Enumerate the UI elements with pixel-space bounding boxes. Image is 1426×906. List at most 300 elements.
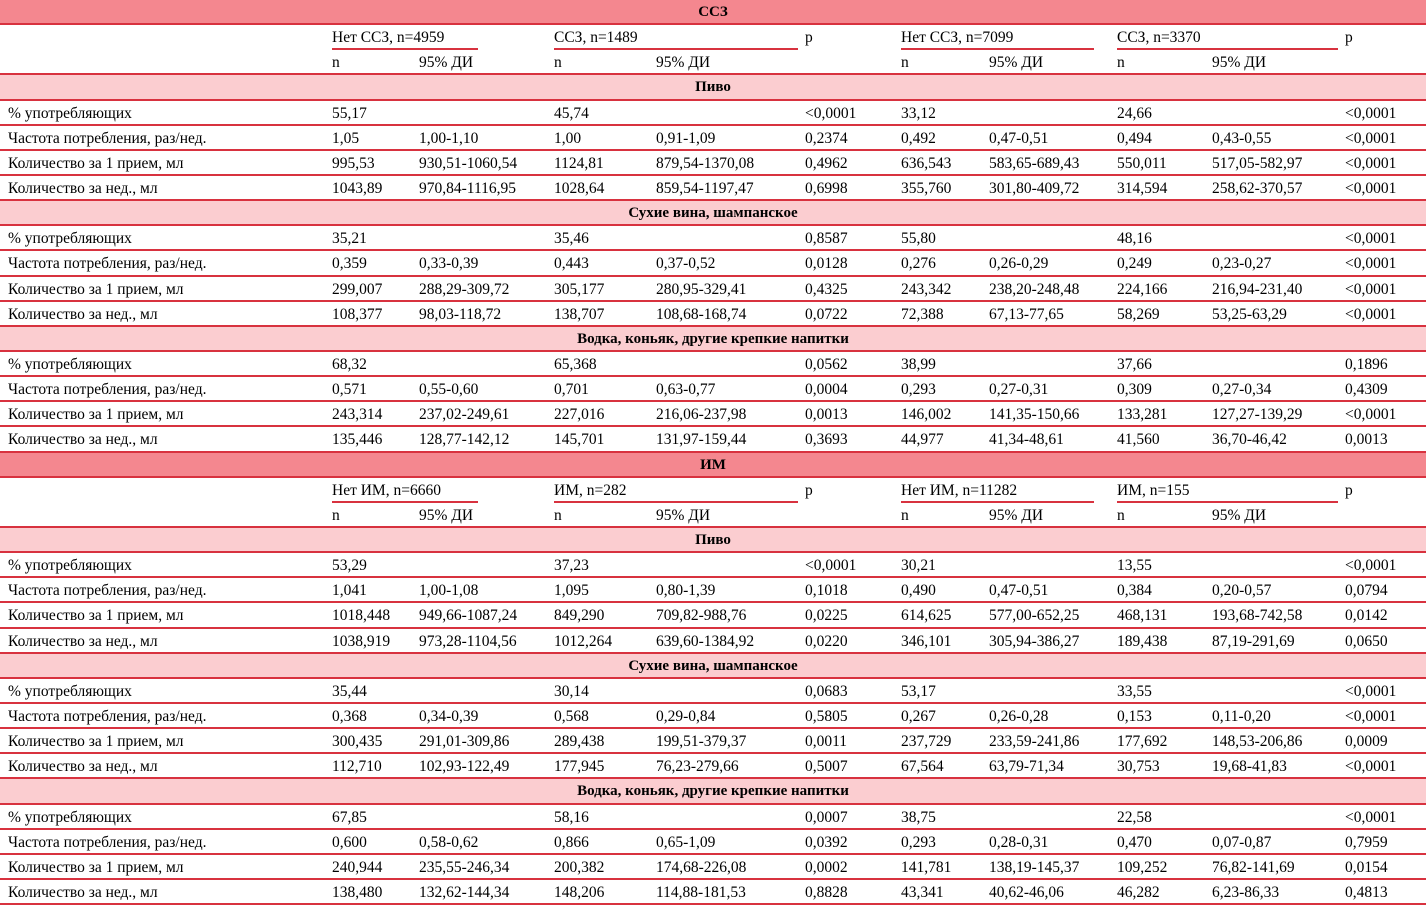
row-value: 0,494 (1117, 129, 1152, 147)
p-label: p (805, 481, 813, 499)
row-value: 102,93-122,49 (419, 758, 510, 776)
row-value: 53,17 (901, 682, 936, 700)
p-label: p (805, 29, 813, 47)
group-label: ИМ, n=282 (554, 481, 627, 499)
table-row (0, 578, 1426, 603)
row-value: 68,32 (332, 355, 367, 373)
row-value: 35,44 (332, 682, 367, 700)
n-label: n (1117, 506, 1125, 524)
row-value: 300,435 (332, 733, 383, 751)
row-value: 305,177 (554, 280, 605, 298)
row-value: <0,0001 (1345, 280, 1397, 298)
row-value: 550,011 (1117, 154, 1167, 172)
row-value: 0,249 (1117, 255, 1152, 273)
row-value: 133,281 (1117, 406, 1168, 424)
row-label: Количество за 1 прием, мл (8, 607, 184, 625)
row-value: 109,252 (1117, 858, 1168, 876)
row-value: 280,95-329,41 (656, 280, 747, 298)
row-value: 0,153 (1117, 707, 1152, 725)
row-value: 0,4813 (1345, 883, 1388, 901)
row-value: 55,80 (901, 230, 936, 248)
row-value: 132,62-144,34 (419, 883, 510, 901)
row-value: 0,43-0,55 (1212, 129, 1272, 147)
subsection-header (0, 779, 1426, 804)
table-row (0, 427, 1426, 452)
row-label: Количество за нед., мл (8, 179, 158, 197)
group-label: Нет ССЗ, n=7099 (901, 29, 1014, 47)
n-label: n (332, 54, 340, 72)
row-value: 0,267 (901, 707, 936, 725)
row-value: 0,4962 (805, 154, 848, 172)
row-value: 0,568 (554, 707, 589, 725)
row-value: 53,25-63,29 (1212, 305, 1287, 323)
row-value: 0,293 (901, 833, 936, 851)
row-value: 135,446 (332, 431, 383, 449)
row-value: 216,94-231,40 (1212, 280, 1303, 298)
row-value: 72,388 (901, 305, 944, 323)
n-label: n (901, 506, 909, 524)
row-label: Количество за нед., мл (8, 632, 158, 650)
group-header-row (0, 478, 1426, 503)
row-value: 0,470 (1117, 833, 1152, 851)
row-value: 76,23-279,66 (656, 758, 739, 776)
table-row (0, 754, 1426, 779)
row-label: % употребляющих (8, 557, 132, 575)
row-value: 849,290 (554, 607, 605, 625)
row-value: 0,490 (901, 582, 936, 600)
group-label: ИМ, n=155 (1117, 481, 1190, 499)
row-value: 314,594 (1117, 179, 1168, 197)
row-value: 200,382 (554, 858, 605, 876)
row-label: Количество за 1 прием, мл (8, 733, 184, 751)
row-value: 148,53-206,86 (1212, 733, 1303, 751)
row-value: <0,0001 (805, 557, 857, 575)
row-value: 58,269 (1117, 305, 1160, 323)
row-value: 0,3693 (805, 431, 848, 449)
p-label: p (1345, 481, 1353, 499)
subsection-title: Сухие вина, шампанское (628, 657, 798, 674)
row-value: 0,384 (1117, 582, 1152, 600)
table-row (0, 729, 1426, 754)
group-label: Нет ССЗ, n=4959 (332, 29, 445, 47)
row-value: 24,66 (1117, 104, 1152, 122)
row-value: 0,47-0,51 (989, 582, 1049, 600)
row-label: % употребляющих (8, 104, 132, 122)
row-value: 108,377 (332, 305, 383, 323)
row-value: <0,0001 (1345, 129, 1397, 147)
row-value: 859,54-1197,47 (656, 179, 754, 197)
row-value: 0,28-0,31 (989, 833, 1049, 851)
row-label: Количество за 1 прием, мл (8, 280, 184, 298)
row-value: 30,21 (901, 557, 936, 575)
table-row (0, 377, 1426, 402)
row-value: 0,492 (901, 129, 936, 147)
row-value: 114,88-181,53 (656, 883, 746, 901)
row-value: 1028,64 (554, 179, 605, 197)
row-value: 55,17 (332, 104, 367, 122)
row-value: 138,480 (332, 883, 383, 901)
group-label: ССЗ, n=3370 (1117, 29, 1201, 47)
row-value: 1018,448 (332, 607, 391, 625)
row-label: % употребляющих (8, 355, 132, 373)
row-value: 37,66 (1117, 355, 1152, 373)
table-row (0, 830, 1426, 855)
table-row (0, 679, 1426, 704)
row-value: 949,66-1087,24 (419, 607, 518, 625)
row-value: 517,05-582,97 (1212, 154, 1303, 172)
row-value: 346,101 (901, 632, 952, 650)
row-value: 0,8828 (805, 883, 848, 901)
section-title: ССЗ (698, 4, 728, 20)
row-value: 30,753 (1117, 758, 1160, 776)
n-label: n (554, 506, 562, 524)
row-value: 45,74 (554, 104, 589, 122)
row-value: 87,19-291,69 (1212, 632, 1295, 650)
row-value: 614,625 (901, 607, 952, 625)
ci-label: 95% ДИ (419, 506, 474, 524)
row-value: 174,68-226,08 (656, 858, 747, 876)
row-value: 0,6998 (805, 179, 848, 197)
row-value: 0,33-0,39 (419, 255, 479, 273)
row-label: Количество за 1 прием, мл (8, 858, 184, 876)
row-value: 0,571 (332, 381, 367, 399)
table-row (0, 629, 1426, 654)
row-value: 0,0220 (805, 632, 848, 650)
row-label: % употребляющих (8, 808, 132, 826)
section-header (0, 0, 1426, 25)
row-value: 0,26-0,28 (989, 707, 1049, 725)
row-value: 288,29-309,72 (419, 280, 510, 298)
row-value: <0,0001 (1345, 758, 1397, 776)
row-value: 0,0013 (805, 406, 848, 424)
subsection-title: Сухие вина, шампанское (628, 205, 798, 222)
row-value: 216,06-237,98 (656, 406, 747, 424)
row-value: 973,28-1104,56 (419, 632, 517, 650)
row-value: 33,12 (901, 104, 936, 122)
row-value: 879,54-1370,08 (656, 154, 755, 172)
row-value: 141,781 (901, 858, 952, 876)
row-value: 0,29-0,84 (656, 707, 716, 725)
table-row (0, 603, 1426, 628)
row-value: 0,866 (554, 833, 589, 851)
row-value: 0,91-1,09 (656, 129, 716, 147)
row-value: 0,63-0,77 (656, 381, 716, 399)
ci-label: 95% ДИ (989, 54, 1044, 72)
row-value: 1124,81 (554, 154, 604, 172)
row-value: 0,0009 (1345, 733, 1388, 751)
row-value: 63,79-71,34 (989, 758, 1064, 776)
table-row (0, 302, 1426, 327)
row-value: 0,5805 (805, 707, 848, 725)
row-value: 258,62-370,57 (1212, 179, 1303, 197)
row-value: 0,0562 (805, 355, 848, 373)
row-value: 709,82-988,76 (656, 607, 747, 625)
row-label: Частота потребления, раз/нед. (8, 582, 207, 600)
row-value: 636,543 (901, 154, 952, 172)
row-value: 0,0002 (805, 858, 848, 876)
row-value: 240,944 (332, 858, 383, 876)
row-value: 65,368 (554, 355, 597, 373)
row-label: Частота потребления, раз/нед. (8, 833, 207, 851)
row-value: 67,13-77,65 (989, 305, 1064, 323)
n-label: n (332, 506, 340, 524)
row-value: 995,53 (332, 154, 375, 172)
subsection-title: Водка, коньяк, другие крепкие напитки (577, 783, 849, 800)
table-row (0, 855, 1426, 880)
row-value: 1,00 (554, 129, 582, 147)
row-value: 36,70-46,42 (1212, 431, 1287, 449)
section-title: ИМ (700, 456, 726, 473)
row-value: 43,341 (901, 883, 944, 901)
row-value: <0,0001 (1345, 682, 1397, 700)
row-value: 0,0007 (805, 808, 848, 826)
row-value: <0,0001 (1345, 808, 1397, 826)
row-value: 6,23-86,33 (1212, 883, 1280, 901)
row-value: 0,07-0,87 (1212, 833, 1272, 851)
row-value: 98,03-118,72 (419, 305, 502, 323)
row-value: 0,0013 (1345, 431, 1388, 449)
stat-header-row (0, 503, 1426, 528)
row-value: <0,0001 (1345, 255, 1397, 273)
row-value: 0,1018 (805, 582, 848, 600)
row-value: 0,27-0,34 (1212, 381, 1272, 399)
row-value: 112,710 (332, 758, 382, 776)
row-value: 0,0794 (1345, 582, 1388, 600)
subsection-header (0, 654, 1426, 679)
row-value: <0,0001 (1345, 305, 1397, 323)
row-value: 233,59-241,86 (989, 733, 1080, 751)
row-value: 0,600 (332, 833, 367, 851)
section-header (0, 453, 1426, 478)
subsection-header (0, 528, 1426, 553)
row-value: 291,01-309,86 (419, 733, 510, 751)
row-value: 0,4309 (1345, 381, 1388, 399)
row-label: Частота потребления, раз/нед. (8, 129, 207, 147)
row-value: 0,55-0,60 (419, 381, 479, 399)
row-value: <0,0001 (1345, 406, 1397, 424)
row-value: 0,309 (1117, 381, 1152, 399)
row-value: <0,0001 (805, 104, 857, 122)
row-value: 48,16 (1117, 230, 1152, 248)
row-label: Количество за 1 прием, мл (8, 406, 184, 424)
row-value: 930,51-1060,54 (419, 154, 518, 172)
row-value: <0,0001 (1345, 557, 1397, 575)
row-value: 138,707 (554, 305, 605, 323)
row-value: 0,34-0,39 (419, 707, 479, 725)
row-value: 0,7959 (1345, 833, 1388, 851)
row-value: 0,443 (554, 255, 589, 273)
row-value: 0,8587 (805, 230, 848, 248)
table-row (0, 880, 1426, 905)
row-value: 0,27-0,31 (989, 381, 1049, 399)
row-value: <0,0001 (1345, 230, 1397, 248)
row-value: 0,58-0,62 (419, 833, 479, 851)
row-value: 0,1896 (1345, 355, 1388, 373)
row-value: 58,16 (554, 808, 589, 826)
row-value: 1,05 (332, 129, 360, 147)
row-value: 237,02-249,61 (419, 406, 510, 424)
row-value: 35,21 (332, 230, 367, 248)
row-label: Количество за нед., мл (8, 305, 158, 323)
row-value: 177,945 (554, 758, 605, 776)
row-value: 108,68-168,74 (656, 305, 747, 323)
row-value: 224,166 (1117, 280, 1168, 298)
row-value: 199,51-379,37 (656, 733, 747, 751)
row-value: 38,75 (901, 808, 936, 826)
ci-label: 95% ДИ (1212, 506, 1267, 524)
row-value: 639,60-1384,92 (656, 632, 755, 650)
row-value: 0,0154 (1345, 858, 1388, 876)
row-value: 227,016 (554, 406, 605, 424)
row-label: Частота потребления, раз/нед. (8, 255, 207, 273)
row-value: 53,29 (332, 557, 367, 575)
row-value: 243,314 (332, 406, 383, 424)
table-row (0, 126, 1426, 151)
row-value: 1038,919 (332, 632, 391, 650)
row-value: 0,0142 (1345, 607, 1388, 625)
table-row (0, 176, 1426, 201)
row-value: 67,564 (901, 758, 944, 776)
row-value: 1,00-1,10 (419, 129, 479, 147)
n-label: n (1117, 54, 1125, 72)
row-value: 37,23 (554, 557, 589, 575)
row-value: 189,438 (1117, 632, 1168, 650)
row-value: 0,0683 (805, 682, 848, 700)
row-value: 44,977 (901, 431, 944, 449)
ci-label: 95% ДИ (1212, 54, 1267, 72)
n-label: n (554, 54, 562, 72)
row-label: Количество за нед., мл (8, 883, 158, 901)
row-value: 468,131 (1117, 607, 1168, 625)
row-value: 1,095 (554, 582, 589, 600)
table-row (0, 553, 1426, 578)
ci-label: 95% ДИ (419, 54, 474, 72)
row-value: 46,282 (1117, 883, 1160, 901)
row-value: 238,20-248,48 (989, 280, 1080, 298)
row-value: 0,80-1,39 (656, 582, 716, 600)
table-row (0, 151, 1426, 176)
row-label: Количество за нед., мл (8, 431, 158, 449)
row-value: 235,55-246,34 (419, 858, 510, 876)
row-value: <0,0001 (1345, 707, 1397, 725)
row-value: 299,007 (332, 280, 383, 298)
row-value: 0,23-0,27 (1212, 255, 1272, 273)
row-value: 76,82-141,69 (1212, 858, 1295, 876)
row-value: 0,368 (332, 707, 367, 725)
table-row (0, 251, 1426, 276)
row-value: 970,84-1116,95 (419, 179, 517, 197)
row-value: 1043,89 (332, 179, 383, 197)
subsection-title: Пиво (695, 79, 731, 96)
row-value: 128,77-142,12 (419, 431, 510, 449)
row-label: Частота потребления, раз/нед. (8, 707, 207, 725)
row-value: 0,26-0,29 (989, 255, 1049, 273)
row-label: % употребляющих (8, 230, 132, 248)
row-value: 138,19-145,37 (989, 858, 1080, 876)
row-value: 243,342 (901, 280, 952, 298)
row-value: 0,0128 (805, 255, 848, 273)
row-value: 301,80-409,72 (989, 179, 1080, 197)
row-label: % употребляющих (8, 682, 132, 700)
group-label: ССЗ, n=1489 (554, 29, 638, 47)
p-label: p (1345, 29, 1353, 47)
row-value: 1012,264 (554, 632, 613, 650)
row-value: 146,002 (901, 406, 952, 424)
row-value: 141,35-150,66 (989, 406, 1080, 424)
group-label: Нет ИМ, n=6660 (332, 481, 441, 499)
row-value: 0,0225 (805, 607, 848, 625)
row-value: 131,97-159,44 (656, 431, 747, 449)
row-value: 30,14 (554, 682, 589, 700)
table-row (0, 226, 1426, 251)
row-value: 1,041 (332, 582, 367, 600)
row-value: 13,55 (1117, 557, 1152, 575)
table-row (0, 805, 1426, 830)
ci-label: 95% ДИ (989, 506, 1044, 524)
table-row (0, 277, 1426, 302)
subsection-header (0, 327, 1426, 352)
row-value: 127,27-139,29 (1212, 406, 1303, 424)
row-label: Частота потребления, раз/нед. (8, 381, 207, 399)
row-value: 35,46 (554, 230, 589, 248)
row-value: 38,99 (901, 355, 936, 373)
subsection-title: Пиво (695, 531, 731, 548)
row-value: <0,0001 (1345, 154, 1397, 172)
row-value: 0,701 (554, 381, 589, 399)
group-header-row (0, 25, 1426, 50)
row-value: 0,2374 (805, 129, 848, 147)
row-value: <0,0001 (1345, 179, 1397, 197)
subsection-header (0, 75, 1426, 100)
row-value: 40,62-46,06 (989, 883, 1064, 901)
row-value: 33,55 (1117, 682, 1152, 700)
row-value: 67,85 (332, 808, 367, 826)
table-row (0, 352, 1426, 377)
table-row (0, 402, 1426, 427)
row-value: 0,37-0,52 (656, 255, 716, 273)
n-label: n (901, 54, 909, 72)
row-value: 22,58 (1117, 808, 1152, 826)
table-row (0, 101, 1426, 126)
stat-header-row (0, 50, 1426, 75)
group-label: Нет ИМ, n=11282 (901, 481, 1018, 499)
row-value: 355,760 (901, 179, 952, 197)
row-value: 0,359 (332, 255, 367, 273)
ci-label: 95% ДИ (656, 506, 711, 524)
row-value: 0,65-1,09 (656, 833, 716, 851)
row-label: Количество за 1 прием, мл (8, 154, 184, 172)
row-value: 0,0011 (805, 733, 848, 751)
row-value: 177,692 (1117, 733, 1168, 751)
row-value: 577,00-652,25 (989, 607, 1080, 625)
row-value: 193,68-742,58 (1212, 607, 1303, 625)
row-value: 0,276 (901, 255, 936, 273)
row-label: Количество за нед., мл (8, 758, 158, 776)
row-value: 148,206 (554, 883, 605, 901)
table-row (0, 704, 1426, 729)
row-value: 0,20-0,57 (1212, 582, 1272, 600)
row-value: 145,701 (554, 431, 605, 449)
subsection-header (0, 201, 1426, 226)
row-value: 1,00-1,08 (419, 582, 479, 600)
row-value: 41,560 (1117, 431, 1160, 449)
row-value: 305,94-386,27 (989, 632, 1080, 650)
row-value: 41,34-48,61 (989, 431, 1064, 449)
row-value: 19,68-41,83 (1212, 758, 1287, 776)
row-value: 0,11-0,20 (1212, 707, 1271, 725)
ci-label: 95% ДИ (656, 54, 711, 72)
row-value: 0,5007 (805, 758, 848, 776)
